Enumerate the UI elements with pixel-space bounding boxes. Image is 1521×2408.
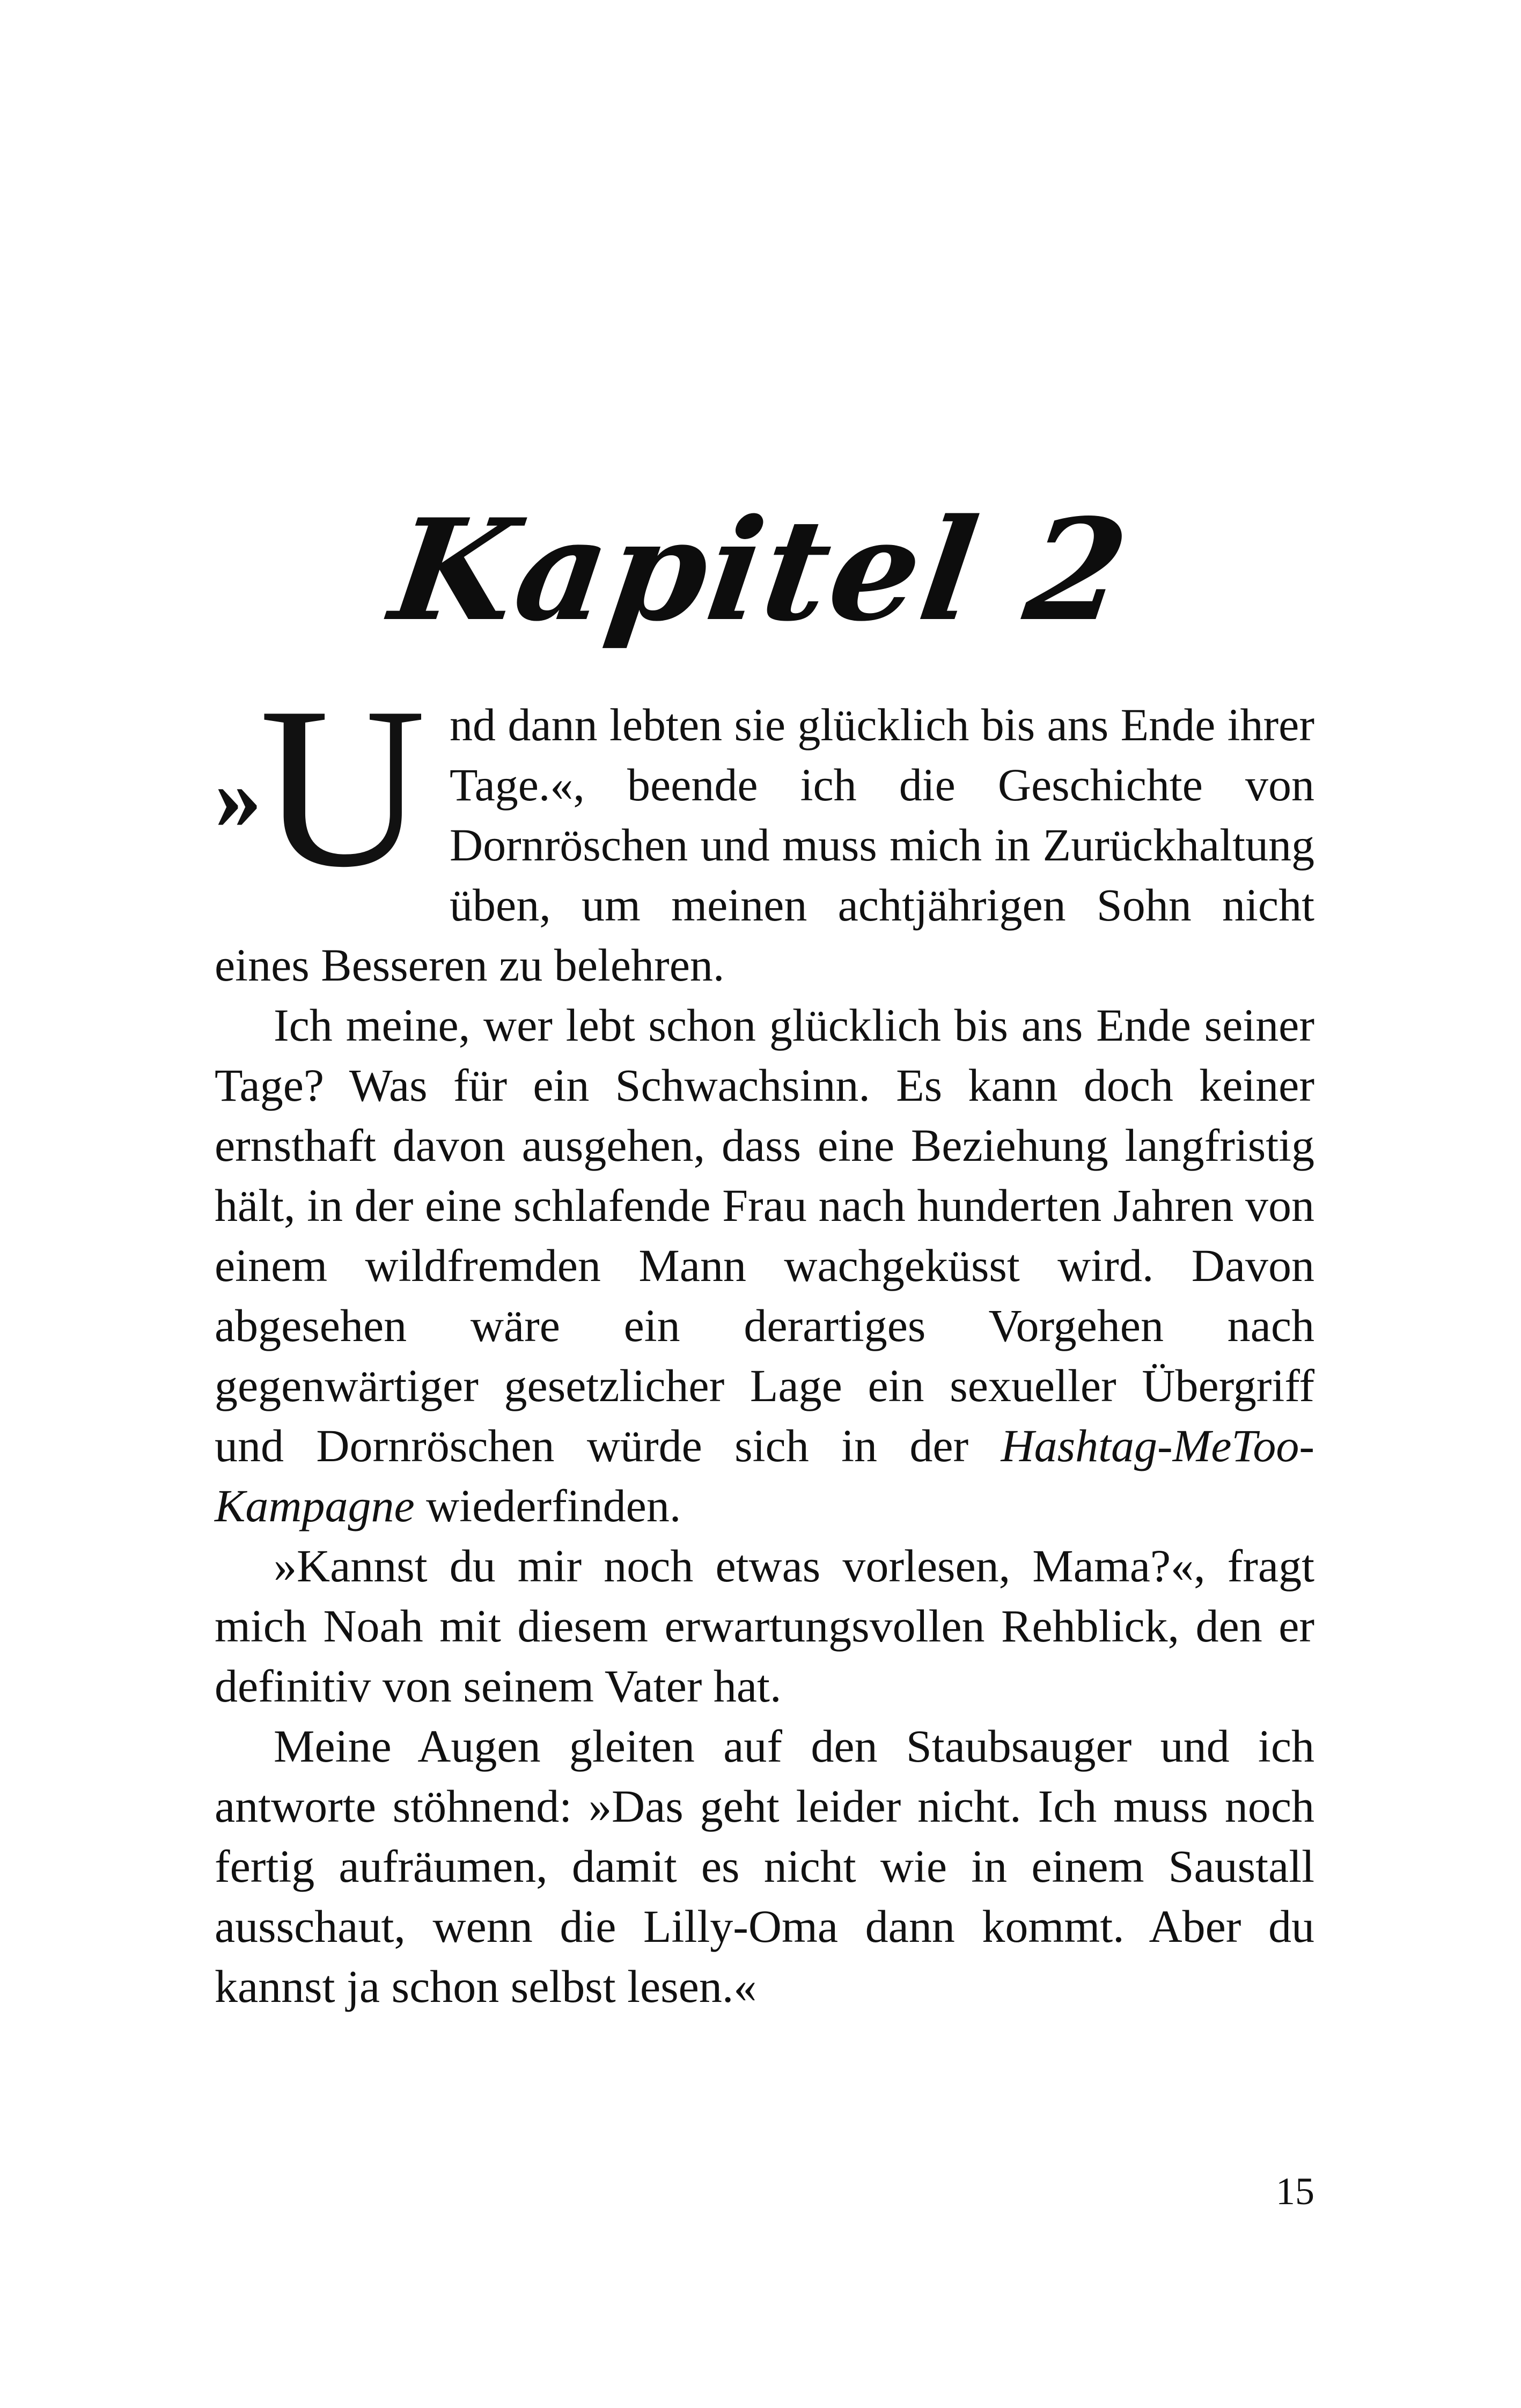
chapter-body xyxy=(215,660,1314,2016)
paragraph-3 xyxy=(215,1536,1314,1716)
paragraph-1-text: nd dann lebten sie glücklich bis ans Ende ihrer Tage.«, beende ich die Geschichte von Dornröschen und muss mich in Zurückhaltung üben, um meinen achtjährigen Sohn nicht eines Besseren zu belehren. xyxy=(215,699,1314,991)
paragraph-2 xyxy=(215,995,1314,1536)
chapter-title: Kapitel 2 xyxy=(382,489,1139,653)
paragraph-3-text: »Kannst du mir noch etwas vorlesen, Mama?«, fragt mich Noah mit diesem erwartungsvollen Rehblick, den er definitiv von seinem Vater hat. xyxy=(215,1540,1314,1712)
drop-cap xyxy=(215,660,427,915)
paragraph-4-text: Meine Augen gleiten auf den Staubsauger und ich antworte stöhnend: »Das geht leider nicht. Ich muss noch fertig aufräumen, damit es nicht wie in einem Saustall ausschaut, wenn die Lilly-Oma dann kommt. Aber du kannst ja schon selbst lesen.« xyxy=(215,1720,1314,2012)
paragraph-2-text-before: Ich meine, wer lebt schon glücklich bis ans Ende seiner Tage? Was für ein Schwachsinn. Es kann doch keiner ernsthaft davon ausgehen, dass eine Beziehung langfristig hält, in der eine schlafende Frau nach hunderten Jahren von einem wildfremden Mann wachgeküsst wird. Davon abgesehen wäre ein derartiges Vorgehen nach gegenwärtiger gesetzlicher Lage ein sexueller Übergriff und Dornröschen würde sich in der xyxy=(215,999,1314,1471)
paragraph-4 xyxy=(215,1716,1314,2016)
drop-cap-opening-quote: » xyxy=(215,745,262,849)
page-number: 15 xyxy=(1276,2170,1314,2213)
drop-cap-letter: U xyxy=(259,660,427,915)
paragraph-2-text-after: wiederfinden. xyxy=(414,1480,681,1531)
paragraph-1 xyxy=(215,660,1314,995)
paragraph-2-italic-term: Hashtag-MeToo-Kampagne xyxy=(215,1420,1314,1531)
